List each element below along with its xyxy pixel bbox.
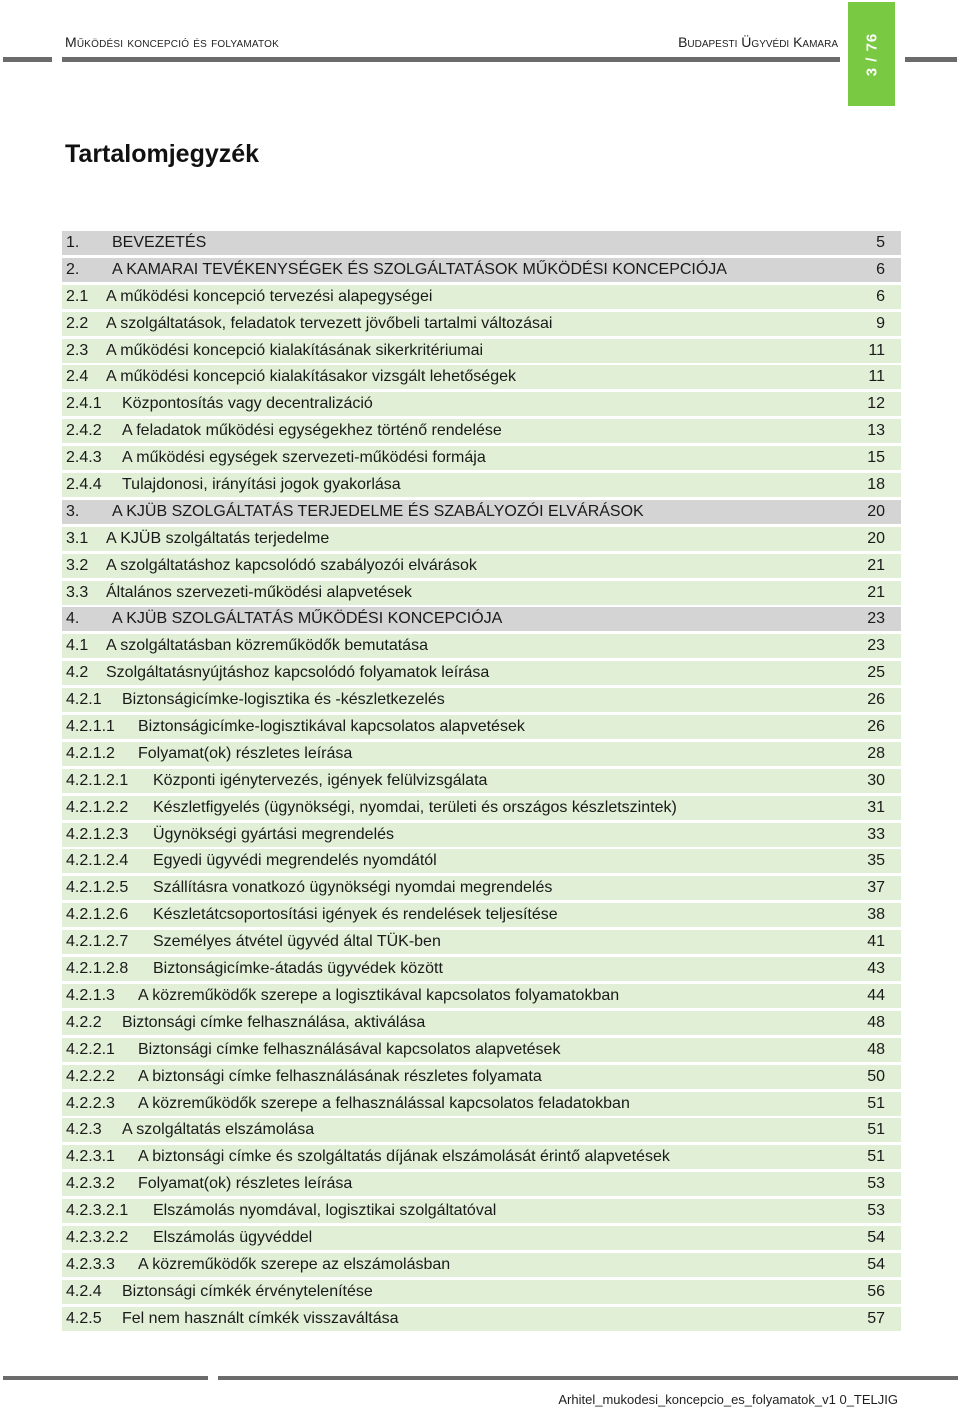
toc-entry-title: A szolgáltatásban közreműködők bemutatása [106,637,428,655]
toc-entry-title: Készletátcsoportosítási igények és rendelések teljesítése [153,906,558,924]
toc-entry-number: 4.2.3.3 [66,1255,115,1273]
toc-entry-page: 53 [867,1175,885,1193]
toc-entry[interactable] [62,554,901,578]
toc-entry-page: 12 [867,395,885,413]
toc-entry-title: A szolgáltatás elszámolása [122,1121,315,1139]
toc-entry[interactable] [62,661,901,685]
toc-entry[interactable] [62,607,901,631]
toc-entry-page: 51 [867,1121,885,1139]
toc-entry-number: 3.3 [66,583,89,601]
toc-entry-page: 38 [867,906,885,924]
header-rule-main [62,57,840,62]
header-rule-right [905,57,957,62]
toc-entry-number: 3. [66,502,80,520]
toc-entry-number: 4.2.4 [66,1282,102,1300]
toc-entry[interactable] [62,823,901,847]
table-of-contents [62,231,901,1334]
toc-entry-title: Egyedi ügyvédi megrendelés nyomdától [153,852,437,870]
toc-entry-title: Folyamat(ok) részletes leírása [138,1175,353,1193]
toc-entry-page: 6 [876,260,885,278]
toc-entry-number: 2.4.3 [66,449,102,467]
toc-entry-number: 4.2.2.3 [66,1094,115,1112]
toc-entry-number: 4.2.1.2.4 [66,852,129,870]
toc-entry[interactable] [62,581,901,605]
toc-entry-number: 4.2.3.2.2 [66,1228,129,1246]
toc-entry-number: 4.2.2.1 [66,1040,115,1058]
toc-entry-number: 4.2.3.2 [66,1175,115,1193]
toc-entry-number: 4.2.3.2.1 [66,1202,129,1220]
toc-entry[interactable] [62,1145,901,1169]
header-document-title: Működési koncepció és folyamatok [65,34,280,50]
toc-entry-title: A közreműködők szerepe az elszámolásban [138,1255,451,1273]
toc-entry[interactable] [62,742,901,766]
page-number: 3 / 76 [863,32,880,76]
toc-entry-number: 4.2 [66,664,89,682]
toc-entry[interactable] [62,1065,901,1089]
toc-entry-title: Központosítás vagy decentralizáció [122,395,373,413]
toc-entry-title: BEVEZETÉS [112,234,207,251]
toc-entry[interactable] [62,1011,901,1035]
toc-entry-number: 4.1 [66,637,89,655]
toc-entry-title: Folyamat(ok) részletes leírása [138,744,353,762]
toc-entry[interactable] [62,903,901,927]
toc-entry-number: 2.1 [66,287,89,305]
toc-entry-number: 4. [66,610,80,628]
toc-entry[interactable] [62,1038,901,1062]
toc-entry[interactable] [62,285,901,309]
toc-entry-page: 33 [867,825,885,843]
toc-entry-page: 53 [867,1202,885,1220]
toc-entry-title: A közreműködők szerepe a logisztikával kapcsolatos folyamatokban [138,986,620,1004]
toc-entry-number: 4.2.5 [66,1309,102,1327]
toc-entry-page: 54 [867,1255,885,1273]
toc-entry-number: 4.2.1.2.6 [66,906,129,924]
toc-entry-number: 4.2.3.1 [66,1148,115,1166]
toc-entry-page: 44 [867,986,885,1004]
toc-entry-title: Általános szervezeti-működési alapvetések [106,583,412,601]
toc-entry[interactable] [62,1253,901,1277]
header-organization: Budapesti Ügyvédi Kamara [678,34,838,50]
toc-entry[interactable] [62,1307,901,1331]
toc-entry[interactable] [62,1199,901,1223]
toc-entry-page: 11 [868,341,885,359]
toc-entry-title: Tulajdonosi, irányítási jogok gyakorlása [122,476,401,494]
toc-entry-title: Biztonságicímke-logisztika és -készletkezelés [122,691,445,709]
toc-entry-number: 2.2 [66,314,89,332]
toc-entry-page: 5 [876,234,885,251]
toc-entry-title: A működési egységek szervezeti-működési formája [122,449,486,467]
toc-entry-page: 21 [867,556,885,574]
toc-entry-number: 2.4 [66,368,89,386]
toc-entry-title: Biztonsági címke felhasználása, aktiválása [122,1013,426,1031]
toc-entry[interactable] [62,1172,901,1196]
toc-entry-title: Szállításra vonatkozó ügynökségi nyomdai megrendelés [153,879,553,897]
footer-filename: Arhitel_mukodesi_koncepcio_es_folyamatok_v1 0_TELJIG [558,1392,898,1407]
toc-entry-number: 4.2.2.2 [66,1067,115,1085]
toc-entry-number: 4.2.1.2.8 [66,960,129,978]
toc-entry-page: 57 [867,1309,885,1327]
toc-entry-page: 15 [867,449,885,467]
toc-entry[interactable] [62,984,901,1008]
toc-entry-page: 35 [867,852,885,870]
toc-entry[interactable] [62,365,901,389]
toc-entry-number: 1. [66,234,80,251]
toc-entry-page: 37 [867,879,885,897]
toc-entry-page: 23 [867,610,885,628]
toc-entry[interactable] [62,446,901,470]
toc-title: Tartalomjegyzék [65,140,260,168]
toc-entry-number: 4.2.2 [66,1013,102,1031]
toc-entry[interactable] [62,688,901,712]
toc-entry-number: 2.4.2 [66,422,102,440]
toc-entry-number: 4.2.1.2.3 [66,825,129,843]
footer-rule-right [218,1376,958,1380]
toc-entry[interactable] [62,527,901,551]
toc-entry-title: Fel nem használt címkék visszaváltása [122,1309,399,1327]
toc-entry-number: 2.4.4 [66,476,102,494]
toc-entry-page: 43 [867,960,885,978]
toc-entry[interactable] [62,339,901,363]
toc-entry-page: 23 [867,637,885,655]
toc-entry-page: 20 [867,529,885,547]
toc-entry[interactable] [62,769,901,793]
toc-entry-number: 4.2.1.3 [66,986,115,1004]
toc-entry-title: Ügynökségi gyártási megrendelés [153,825,395,843]
toc-entry-title: Elszámolás nyomdával, logisztikai szolgáltatóval [153,1202,497,1220]
toc-entry-page: 26 [867,718,885,736]
toc-entry-title: A feladatok működési egységekhez történő rendelése [122,422,502,440]
toc-entry-title: Elszámolás ügyvéddel [153,1228,313,1246]
toc-entry[interactable] [62,634,901,658]
toc-entry-title: Személyes átvétel ügyvéd által TÜK-ben [153,933,441,951]
toc-entry-page: 26 [867,691,885,709]
toc-entry-title: Biztonsági címkék érvénytelenítése [122,1282,373,1300]
toc-entry-title: Biztonsági címke felhasználásával kapcsolatos alapvetések [138,1040,561,1058]
toc-entry-page: 56 [867,1282,885,1300]
toc-entry-title: A KJÜB SZOLGÁLTATÁS MŰKÖDÉSI KONCEPCIÓJA [112,610,503,628]
toc-entry[interactable] [62,231,901,255]
toc-entry[interactable] [62,715,901,739]
toc-entry-title: A működési koncepció kialakításának sikerkritériumai [106,341,484,359]
toc-entry-page: 51 [867,1094,885,1112]
toc-entry-number: 4.2.1.1 [66,718,115,736]
toc-entry[interactable] [62,1092,901,1116]
toc-entry-title: Biztonságicímke-logisztikával kapcsolatos alapvetések [138,718,525,736]
header-rule-left [3,57,52,62]
toc-entry-page: 48 [867,1040,885,1058]
toc-entry-number: 3.2 [66,556,89,574]
toc-entry-number: 2.4.1 [66,395,102,413]
toc-entry-page: 54 [867,1228,885,1246]
toc-entry[interactable] [62,1280,901,1304]
toc-entry-number: 4.2.1.2.5 [66,879,129,897]
toc-entry-title: Készletfigyelés (ügynökségi, nyomdai, területi és országos készletszintek) [153,798,677,816]
toc-entry-number: 2.3 [66,341,89,359]
toc-entry-page: 51 [867,1148,885,1166]
toc-entry-page: 20 [867,502,885,520]
toc-entry-page: 30 [867,771,885,789]
toc-entry-page: 28 [867,744,885,762]
toc-entry-number: 4.2.3 [66,1121,102,1139]
toc-entry[interactable] [62,312,901,336]
toc-entry-page: 21 [867,583,885,601]
page-number-tab [848,2,895,106]
toc-entry-number: 3.1 [66,529,89,547]
toc-entry-number: 4.2.1 [66,691,102,709]
toc-entry-title: A KJÜB szolgáltatás terjedelme [106,529,330,547]
toc-entry[interactable] [62,1226,901,1250]
toc-entry-title: A KAMARAI TEVÉKENYSÉGEK ÉS SZOLGÁLTATÁSOK MŰKÖDÉSI KONCEPCIÓJA [112,260,727,278]
toc-entry-title: Központi igénytervezés, igények felülvizsgálata [153,771,488,789]
toc-entry-number: 4.2.1.2.7 [66,933,129,951]
toc-entry-number: 2. [66,260,80,278]
toc-entry-title: A működési koncepció kialakításakor vizsgált lehetőségek [106,368,516,386]
toc-entry-number: 4.2.1.2 [66,744,115,762]
toc-entry[interactable] [62,258,901,282]
toc-entry[interactable] [62,500,901,524]
toc-entry[interactable] [62,419,901,443]
toc-entry[interactable] [62,1118,901,1142]
toc-entry-title: A biztonsági címke felhasználásának részletes folyamata [138,1067,542,1085]
toc-entry-title: A szolgáltatások, feladatok tervezett jövőbeli tartalmi változásai [106,314,553,332]
toc-entry-number: 4.2.1.2.2 [66,798,129,816]
toc-entry[interactable] [62,930,901,954]
toc-entry[interactable] [62,392,901,416]
footer-rule-left [3,1376,208,1380]
toc-entry-title: A biztonsági címke és szolgáltatás díjának elszámolását érintő alapvetések [138,1148,670,1166]
toc-entry-page: 31 [867,798,885,816]
toc-entry-page: 6 [876,287,885,305]
toc-entry-page: 13 [867,422,885,440]
toc-entry[interactable] [62,957,901,981]
toc-entry-title: Biztonságicímke-átadás ügyvédek között [153,960,443,978]
toc-entry[interactable] [62,473,901,497]
toc-entry-title: A működési koncepció tervezési alapegységei [106,287,433,305]
toc-entry-page: 11 [868,368,885,386]
toc-entry-page: 50 [867,1067,885,1085]
toc-entry[interactable] [62,796,901,820]
toc-entry-title: A KJÜB SZOLGÁLTATÁS TERJEDELME ÉS SZABÁLYOZÓI ELVÁRÁSOK [112,502,644,520]
toc-entry-page: 18 [867,476,885,494]
toc-entry-title: A szolgáltatáshoz kapcsolódó szabályozói elvárások [106,556,477,574]
toc-entry[interactable] [62,876,901,900]
toc-entry-page: 25 [867,664,885,682]
toc-entry-title: A közreműködők szerepe a felhasználással kapcsolatos feladatokban [138,1094,630,1112]
toc-entry-page: 9 [876,314,885,332]
toc-entry-page: 41 [867,933,885,951]
toc-entry-page: 48 [867,1013,885,1031]
toc-entry-title: Szolgáltatásnyújtáshoz kapcsolódó folyamatok leírása [106,664,490,682]
toc-entry-number: 4.2.1.2.1 [66,771,129,789]
toc-entry[interactable] [62,849,901,873]
